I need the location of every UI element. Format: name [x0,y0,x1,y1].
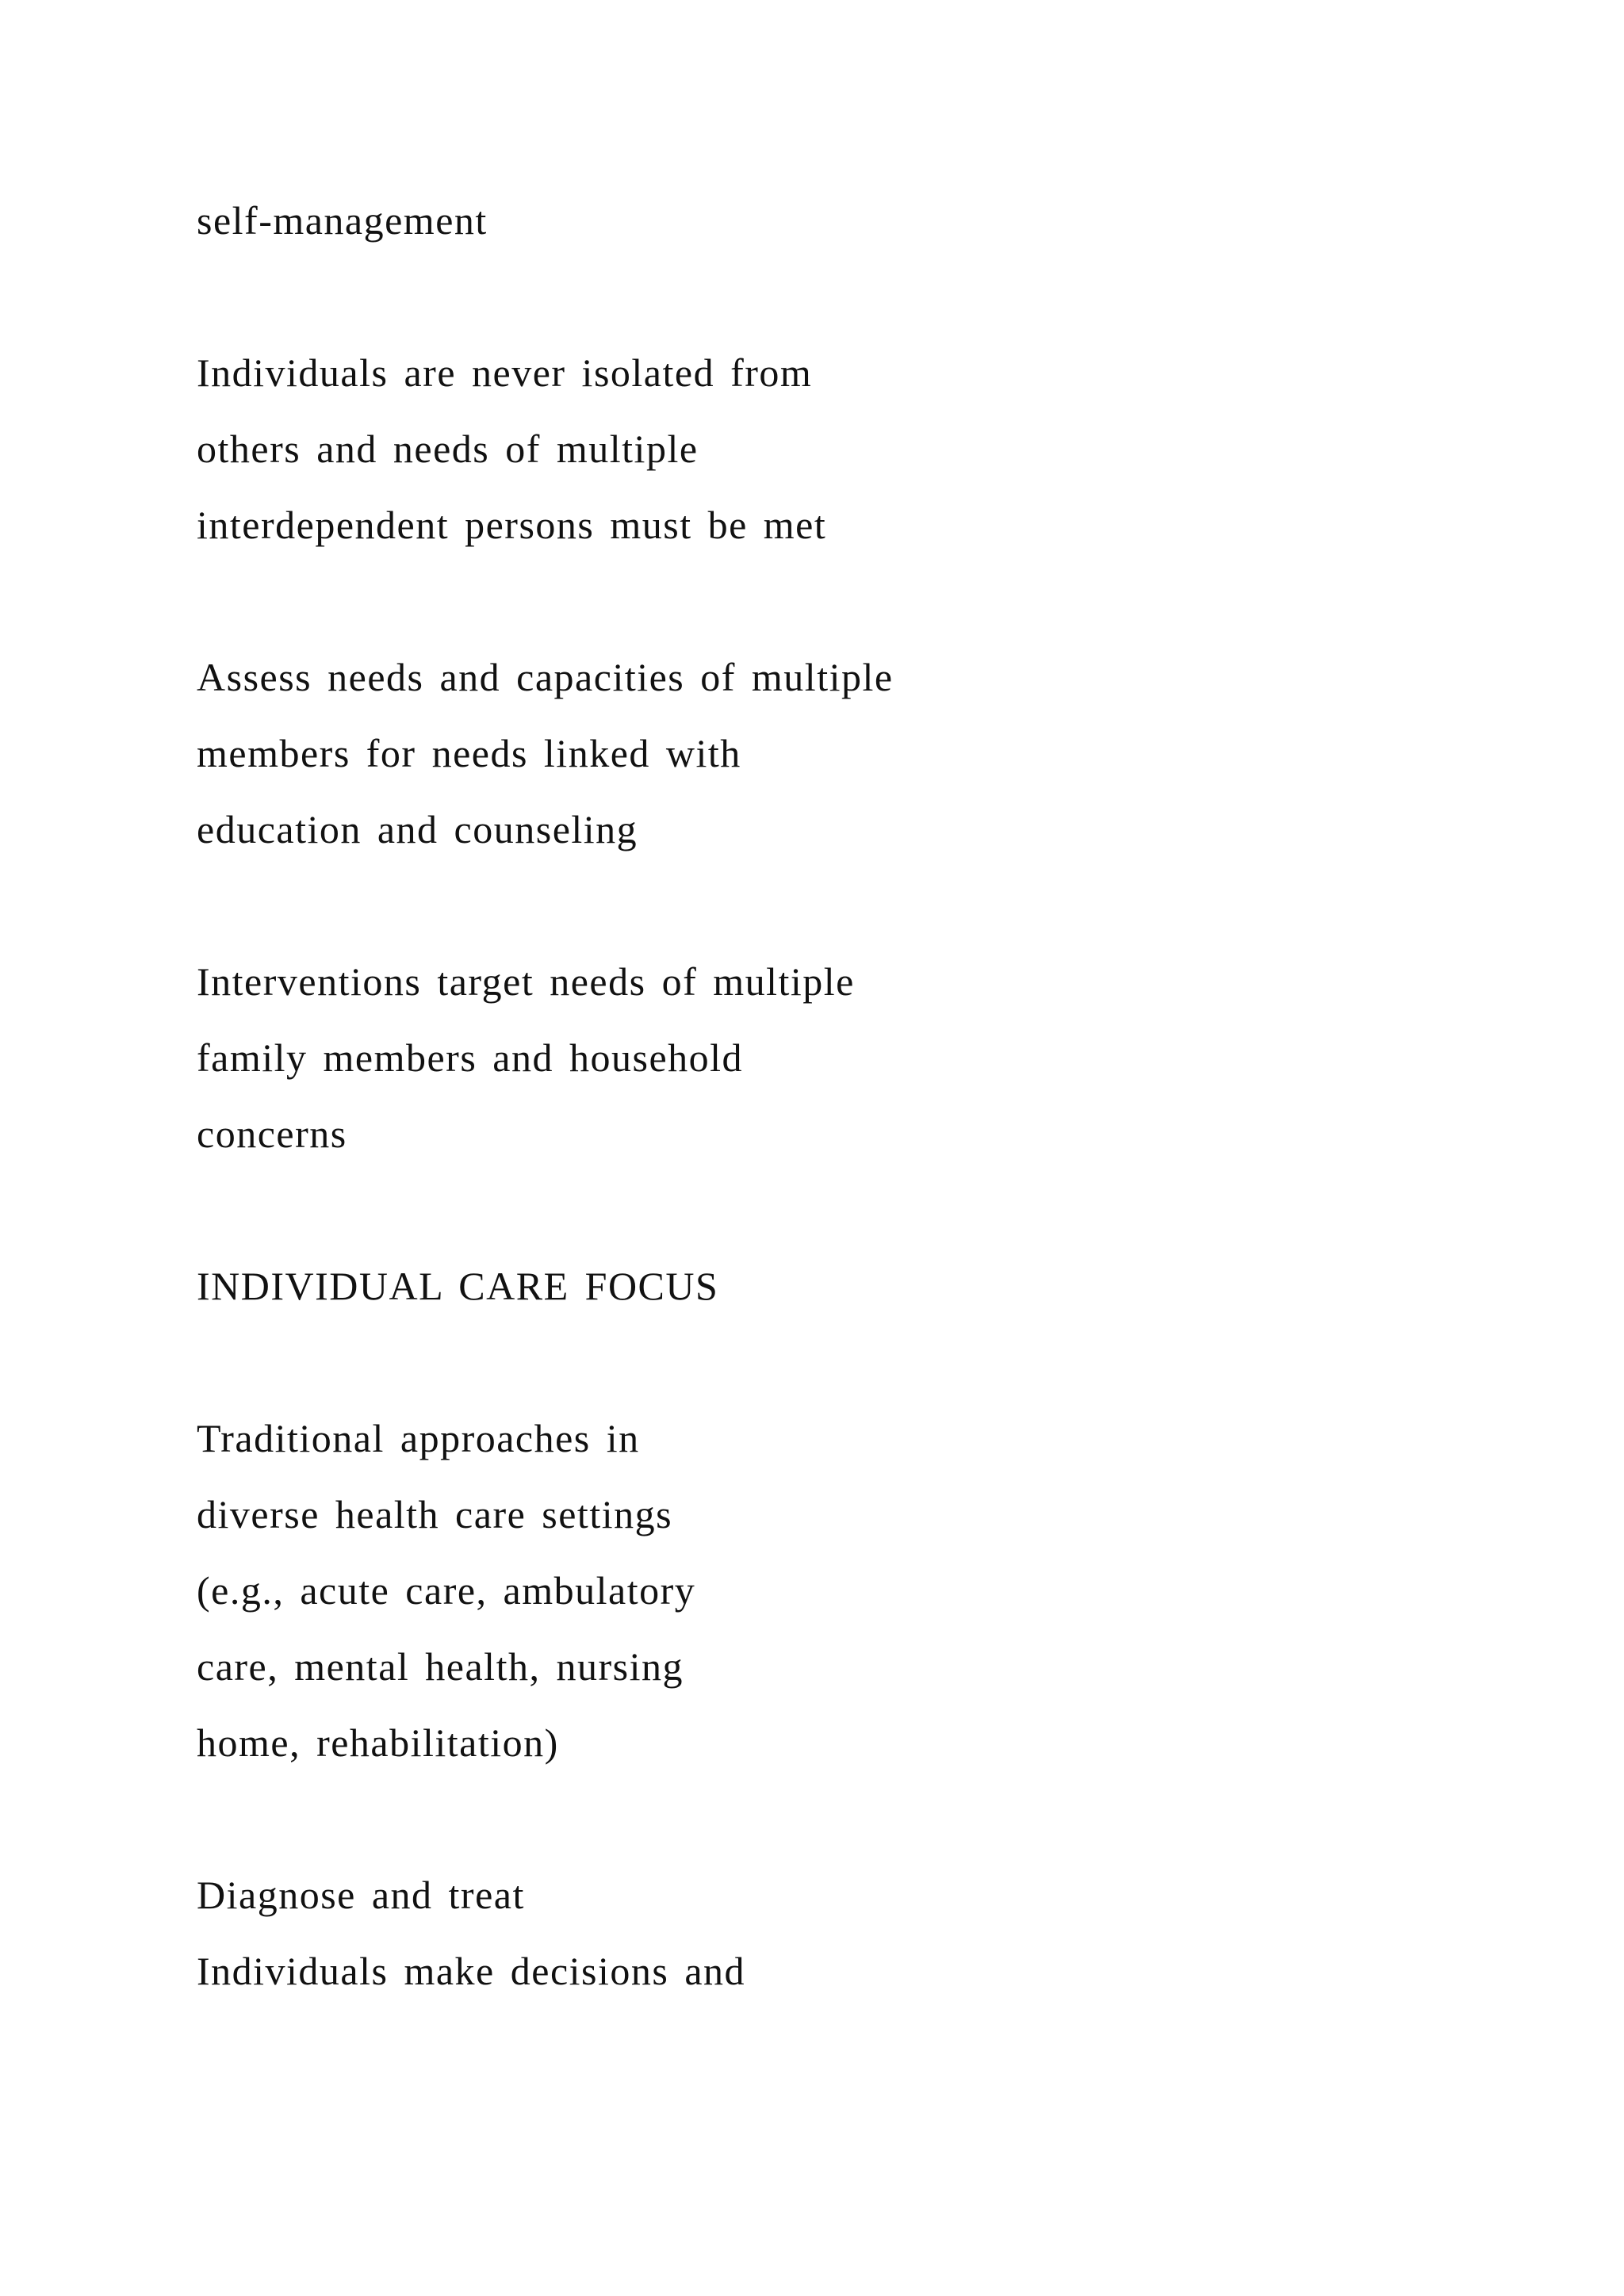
text-line: interdependent persons must be met [197,503,827,547]
text-line: others and needs of multiple [197,427,699,471]
section-heading: INDIVIDUAL CARE FOCUS [197,1264,719,1308]
text-line: Diagnose and treat [197,1873,525,1917]
text-line: family members and household [197,1035,744,1080]
text-line: (e.g., acute care, ambulatory [197,1568,696,1613]
text-line: diverse health care settings [197,1492,673,1536]
text-line: Traditional approaches in [197,1416,640,1460]
text-line: Individuals make decisions and [197,1949,746,1993]
text-line: members for needs linked with [197,731,741,775]
text-line: Assess needs and capacities of multiple [197,655,894,699]
text-line: Interventions target needs of multiple [197,959,855,1004]
text-line: Individuals are never isolated from [197,350,813,395]
text-line: concerns [197,1112,347,1156]
text-line: care, mental health, nursing [197,1644,684,1689]
text-line: education and counseling [197,807,638,851]
text-line: self-management [197,198,488,243]
text-line: home, rehabilitation) [197,1720,559,1765]
